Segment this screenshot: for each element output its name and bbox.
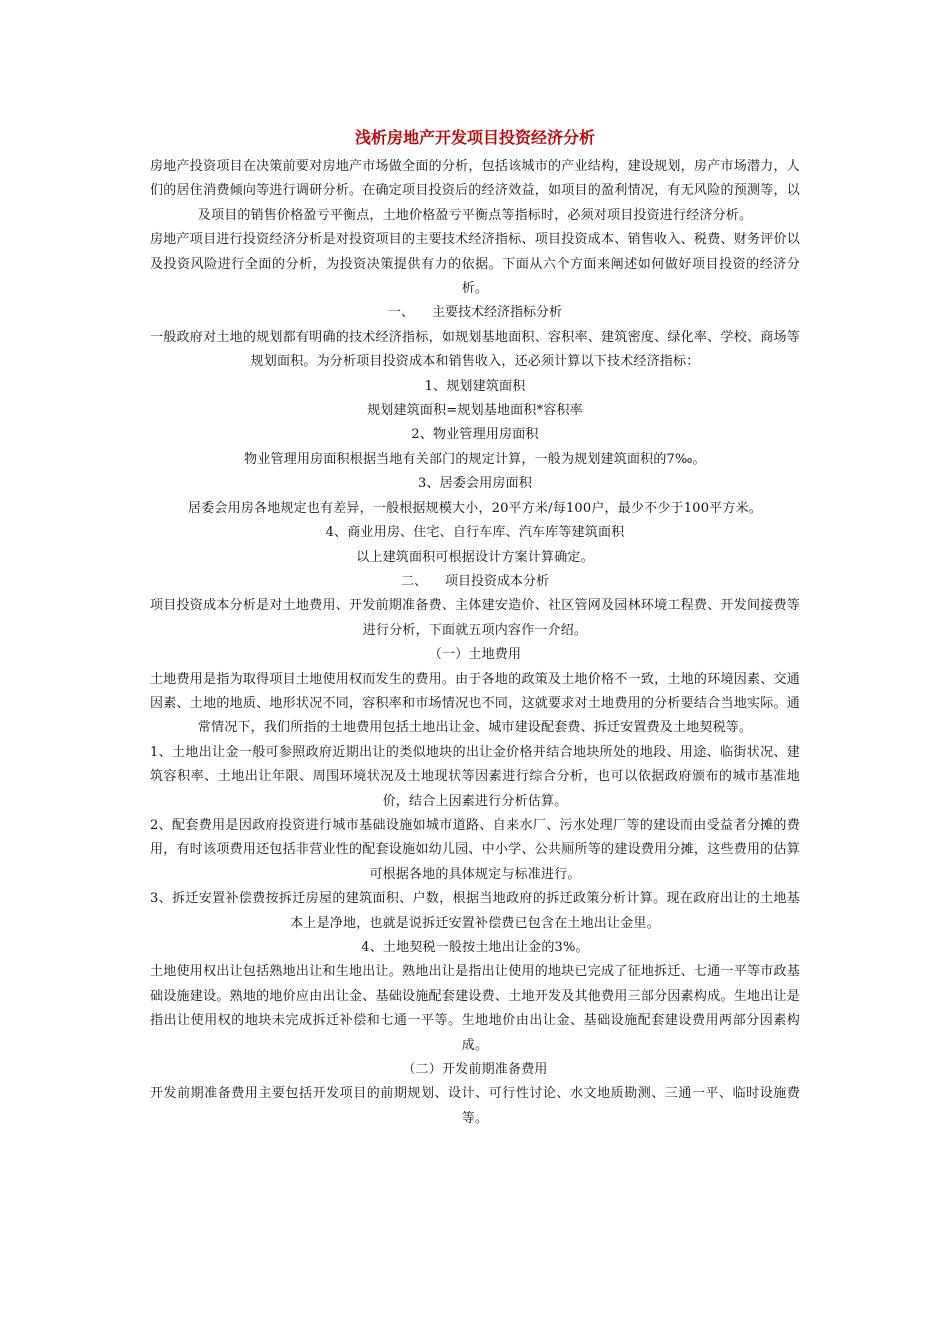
subsection-1-title: （一）土地费用 [428,647,522,663]
item-3-title: 3、居委会用房面积 [417,476,533,492]
item-2-title: 2、物业管理用房面积 [411,427,539,443]
document-title: 浅析房地产开发项目投资经济分析 [354,128,595,147]
section-2-heading [150,570,800,594]
subsection-1-paragraph-5: 土地使用权出让包括熟地出让和生地出让。熟地出让是指出让使用的地块已完成了征地拆迁、七通一平等市政基础设施建设。熟地的地价应由出让金、基础设施配套建设费、土地开发及其他费用三部分因素构成。生地出让是指出让使用权的地块未完成拆迁补偿和七通一平等。生地地价由出让金、基础设施配套建设费用两部分因素构成。 [150,964,800,1053]
section-2-number: 二、 [400,573,427,589]
intro-paragraph-1: 房地产投资项目在决策前要对房地产市场做全面的分析，包括该城市的产业结构，建设规划，房产市场潜力，人们的居住消费倾向等进行调研分析。在确定项目投资后的经济效益，如项目的盈利情况，有无风险的预测等，以及项目的销售价格盈亏平衡点，土地价格盈亏平衡点等指标时，必须对项目投资进行经济分析。 [150,159,800,223]
intro-paragraph-2: 房地产项目进行投资经济分析是对投资项目的主要技术经济指标、项目投资成本、销售收入、税费、财务评价以及投资风险进行全面的分析，为投资决策提供有力的依据。下面从六个方面来阐述如何做好项目投资的经济分析。 [150,232,800,297]
section-2-title: 项目投资成本分析 [444,573,549,589]
subsection-1-point-1: 1、土地出让金一般可参照政府近期出让的类似地块的出让金价格并结合地块所处的地段、用途、临街状况、建筑容积率、土地出让年限、周围环境状况及土地现状等因素进行综合分析，也可以依据政府颁布的城市基准地价，结合上因素进行分析估算。 [150,744,800,809]
item-4-text: 以上建筑面积可根据设计方案计算确定。 [356,549,594,565]
item-1-title: 1、规划建筑面积 [424,378,526,394]
item-2-text: 物业管理用房面积根据当地有关部门的规定计算，一般为规划建筑面积的7‰。 [244,451,706,467]
subsection-1-point-4: 4、土地契税一般按土地出让金的3%。 [361,940,589,955]
section-1-heading [150,301,800,325]
subsection-2-intro: 开发前期准备费用主要包括开发项目的前期规划、设计、可行性讨论、水文地质勘测、三通一平、临时设施费等。 [150,1086,800,1126]
section-1-intro: 一般政府对土地的规划都有明确的技术经济指标，如规划基地面积、容积率、建筑密度、绿化率、学校、商场等规划面积。为分析项目投资成本和销售收入，还必须计算以下技术经济指标： [150,329,800,370]
section-1-title: 主要技术经济指标分析 [431,305,562,321]
item-4-title: 4、商业用房、住宅、自行车库、汽车库等建筑面积 [325,525,625,541]
document-page [150,125,800,1131]
subsection-1-point-2: 2、配套费用是因政府投资进行城市基础设施如城市道路、自来水厂、污水处理厂等的建设而由受益者分摊的费用，有时该项费用还包括非营业性的配套设施如幼儿园、中小学、公共厕所等的建设费用分摊，这些费用的估算可根据各地的具体规定与标准进行。 [150,817,800,882]
section-2-intro: 项目投资成本分析是对土地费用、开发前期准备费、主体建安造价、社区管网及园林环境工程费、开发间接费等进行分析，下面就五项内容作一介绍。 [150,598,800,638]
item-1-text: 规划建筑面积=规划基地面积*容积率 [367,403,583,419]
section-1-number: 一、 [387,305,414,321]
subsection-1-point-3: 3、拆迁安置补偿费按拆迁房屋的建筑面积、户数，根据当地政府的拆迁政策分析计算。现在政府出让的土地基本上是净地，也就是说拆迁安置补偿费已包含在土地出让金里。 [150,891,800,931]
subsection-2-title: （二）开发前期准备费用 [402,1062,548,1078]
subsection-1-intro: 土地费用是指为取得项目土地使用权而发生的费用。由于各地的政策及土地价格不一致，土地的环境因素、交通因素、土地的地质、地形状况不同，容积率和市场情况也不同，这就要求对土地费用的分析要结合当地实际。通常情况下，我们所指的土地费用包括土地出让金、城市建设配套费、拆迁安置费及土地契税等。 [150,671,800,736]
item-3-text: 居委会用房各地规定也有差异，一般根据规模大小，20平方米/每100户，最少不少于100平方米。 [188,500,762,516]
